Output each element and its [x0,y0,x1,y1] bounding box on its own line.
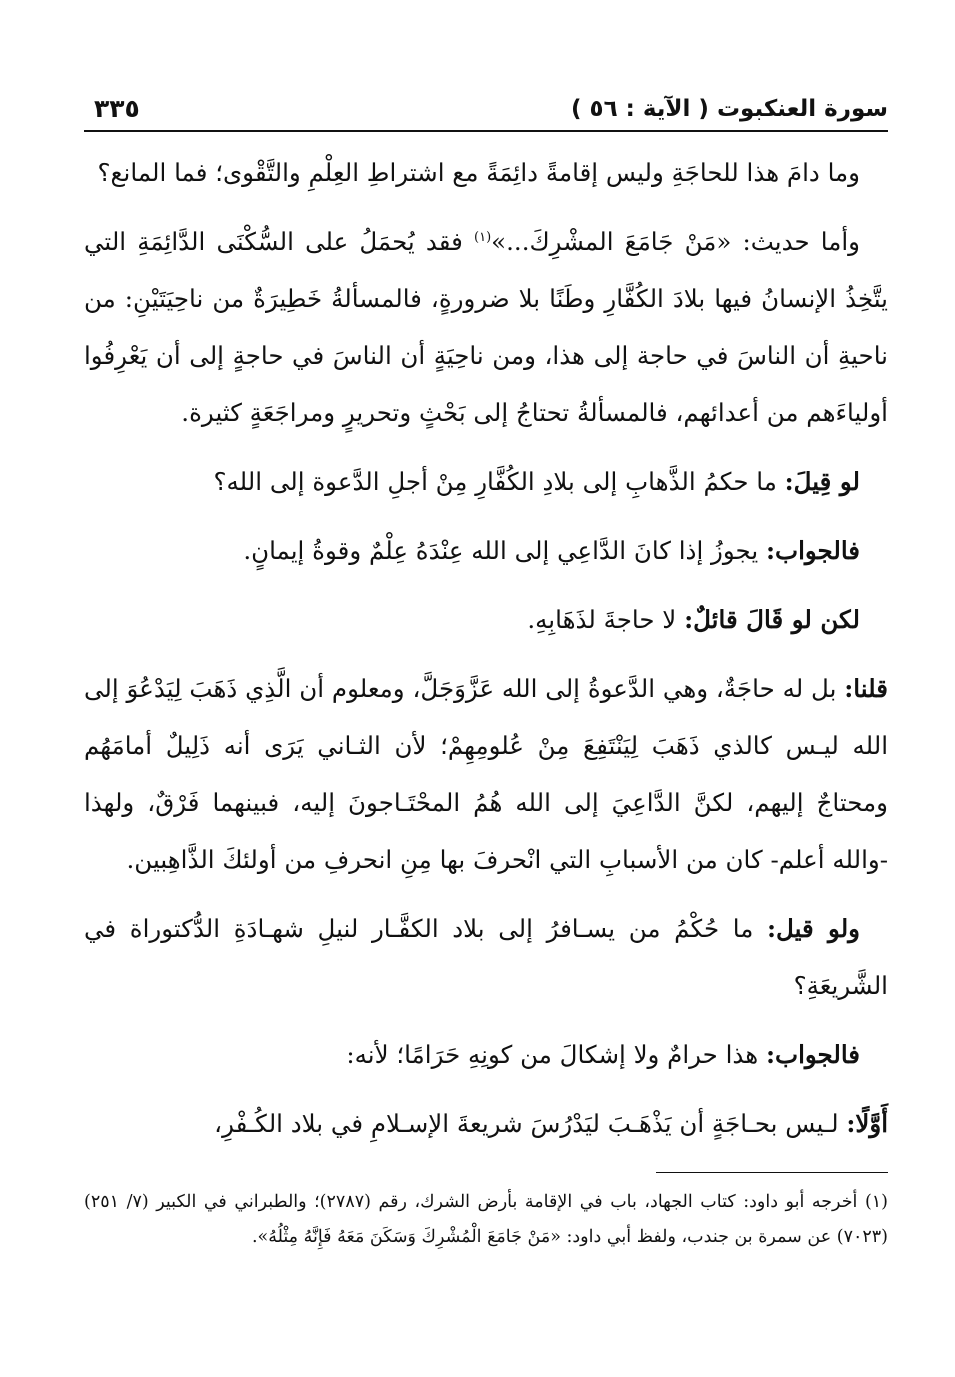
paragraph-lead: لكن لو قَالَ قائلٌ: [684,605,860,634]
footnote-separator [656,1172,888,1173]
running-header [84,86,888,132]
paragraph-lead: فالجواب: [765,1040,860,1069]
paragraph-6 [84,660,888,888]
book-page [84,86,888,1326]
paragraph-3 [84,453,888,510]
page-number: ٣٣٥ [94,94,140,123]
paragraph-lead: لو قِيلَ: [784,467,860,496]
paragraph-7 [84,900,888,1014]
paragraph-5 [84,591,888,648]
paragraph-text: وما دامَ هذا للحاجَةِ وليس إقامةً دائِمَةً مع اشتراطِ العِلْمِ والتَّقْوى؛ فما المانع؟ [97,158,860,187]
paragraph-2 [84,213,888,441]
paragraph-lead: أَوَّلًا: [846,1109,888,1138]
footnotes [84,1185,888,1255]
footnote-marker: (١) [864,1192,888,1212]
footnote-1 [84,1185,888,1255]
paragraph-text: لا حاجةَ لذَهَابِهِ. [527,605,685,634]
main-text [84,144,888,1152]
paragraph-4 [84,522,888,579]
footnote-text: أخرجه أبو داود: كتاب الجهاد، باب في الإقامة بأرض الشرك، رقم (٢٧٨٧)؛ والطبراني في الكبير (٧/ ٢٥١) (٧٠٢٣) عن سمرة بن جندب، ولفظ أبي داود: «مَنْ جَامَعَ الْمُشْرِكَ وَسَكَنَ مَعَهُ فَإِنَّهُ مِثْلُهُ». [84,1192,888,1247]
running-title: سورة العنكبوت ( الآية : ٥٦ ) [571,96,888,122]
paragraph-text: وأما حديث: «مَنْ جَامَعَ المشْرِكَ...» [491,227,861,256]
paragraph-text: ما حكمُ الذَّهابِ إلى بلادِ الكُفَّارِ مِنْ أجلِ الدَّعوة إلى الله؟ [213,467,785,496]
paragraph-1 [84,144,888,201]
paragraph-8 [84,1026,888,1083]
paragraph-lead: ولو قيل: [766,914,861,943]
paragraph-lead: قلنا: [844,674,888,703]
paragraph-text: فقد يُحمَلُ على السُّكْنَى الدَّائِمَةِ التي يتَّخِذُ الإنسانُ فيها بلادَ الكُفَّارِ وطَنًا بلا ضرورةٍ، فالمسألةُ خَطِيرَةٌ من ناحِيَتَيْنِ: من ناحيةِ أن الناسَ في حاجة إلى هذا، ومن ناحِيَةٍ أن الناسَ في حاجةٍ إلى أن يَعْرِفُوا أولياءَهم من أعدائهم، فالمسألةُ تحتاجُ إلى بَحْثٍ وتحريرٍ ومراجَعَةٍ كثيرة. [84,227,888,427]
paragraph-lead: فالجواب: [765,536,860,565]
footnote-reference[interactable]: (١) [474,229,492,245]
paragraph-text: ما حُكْمُ من يسـافرُ إلى بلاد الكفَّـار لنيلِ شهـادَةِ الدُّكتوراة في الشَّريعَةِ؟ [84,914,888,1000]
paragraph-text: يجوزُ إذا كانَ الدَّاعِي إلى الله عِنْدَهُ عِلْمٌ وقوةُ إيمانٍ. [243,536,766,565]
paragraph-9 [84,1095,888,1152]
paragraph-text: بل له حاجَةٌ، وهي الدَّعوةُ إلى الله عَزَّوَجَلَّ، ومعلوم أن الَّذِي ذَهَبَ لِيَدْعُوَ إلى الله ليـس كالذي ذَهَبَ لِيَنْتَفِعَ مِنْ عُلومِهِمْ؛ لأن الثـاني يَرَى أنه ذَلِيلٌ أمامَهُم ومحتاجٌ إليهم، لكنَّ الدَّاعِيَ إلى الله هُمُ المحْتَـاجونَ إليه، فبينهما فَرْقٌ، ولهذا -والله أعلم- كان من الأسبابِ التي انْحرفَ بها مِنِ انحرفِ من أولئكَ الذَّاهِبين. [84,674,888,874]
paragraph-text: هذا حرامٌ ولا إشكالَ من كونِهِ حَرَامًا؛ لأنه: [346,1040,766,1069]
paragraph-text: لـيس بحـاجَةٍ أن يَذْهَـبَ ليَدْرُسَ شريعةَ الإسـلامِ في بلاد الكُـفْرِ، [214,1109,847,1138]
